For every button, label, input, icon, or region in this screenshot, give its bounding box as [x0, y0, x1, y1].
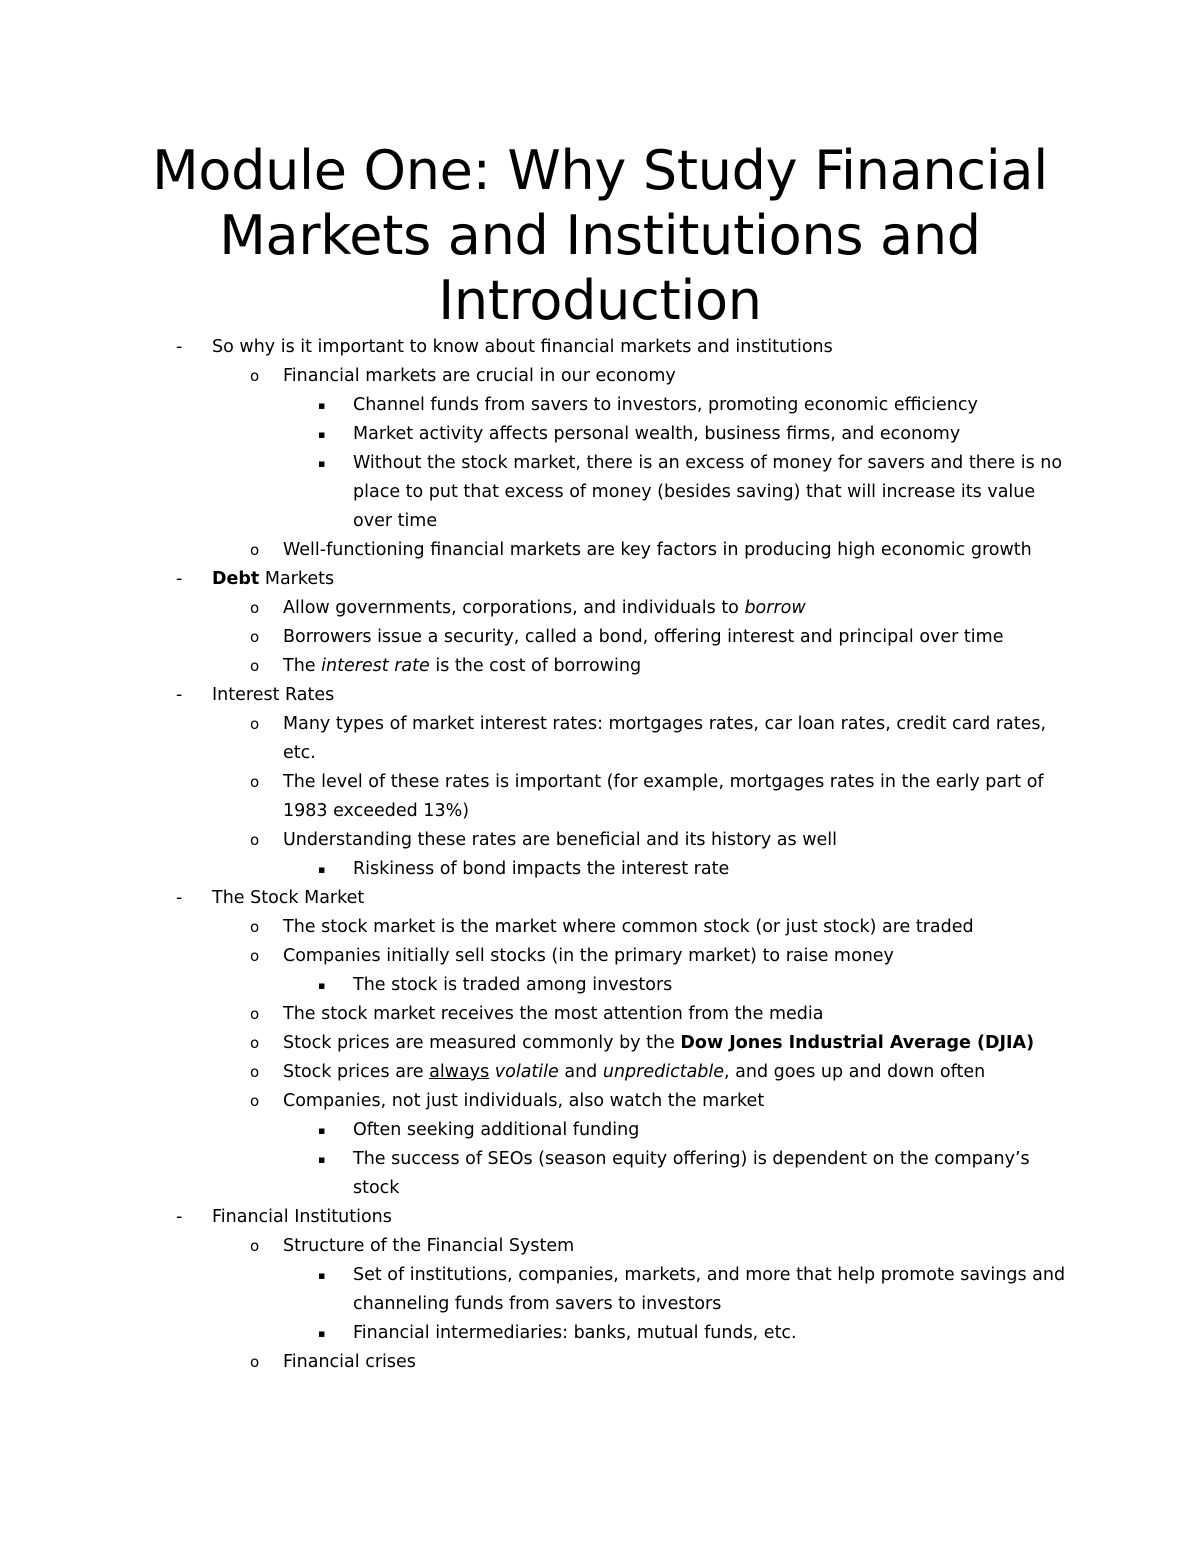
circle-bullet: o	[250, 1005, 260, 1023]
square-bullet-icon: ▪	[318, 979, 326, 992]
outline-item	[0, 710, 1053, 768]
title-line-1: Module One: Why Study Financial	[152, 139, 1048, 202]
square-bullet-icon: ▪	[318, 863, 326, 876]
item-text-italic: interest rate	[321, 656, 430, 676]
square-bullet-icon: ▪	[318, 428, 326, 441]
circle-bullet: o	[250, 773, 260, 791]
item-text-italic: unpredictable	[602, 1062, 725, 1082]
item-text: Companies initially sell stocks (in the primary market) to raise money	[283, 946, 894, 966]
circle-bullet: o	[250, 1353, 260, 1371]
circle-bullet: o	[250, 1063, 260, 1081]
item-text: Borrowers issue a security, called a bond, offering interest and principal over time	[283, 627, 1004, 647]
outline-item	[0, 1261, 1073, 1319]
outline-item	[0, 1319, 1073, 1348]
item-text-bold: Debt	[212, 569, 260, 589]
item-text: So why is it important to know about financial markets and institutions	[212, 337, 833, 357]
outline-item	[0, 565, 1200, 594]
outline-item	[0, 536, 1053, 565]
item-text: Without the stock market, there is an excess of money for savers and there is no place to put that excess of money (besides saving) that will increase its value over time	[353, 453, 1063, 531]
item-text: Many types of market interest rates: mortgages rates, car loan rates, credit card rates, etc.	[283, 714, 1047, 763]
item-text-underline: always	[429, 1062, 490, 1082]
item-text: Markets	[259, 569, 335, 589]
outline-item	[0, 333, 1200, 362]
outline-item	[0, 1058, 1053, 1087]
circle-bullet: o	[250, 541, 260, 559]
outline-item	[0, 1145, 1073, 1203]
outline-item	[0, 594, 1053, 623]
item-text: Riskiness of bond impacts the interest rate	[353, 859, 730, 879]
outline-item	[0, 768, 1053, 826]
item-text: The stock market is the market where common stock (or just stock) are traded	[283, 917, 974, 937]
outline-item	[0, 1203, 1200, 1232]
item-text: Market activity affects personal wealth, business firms, and economy	[353, 424, 961, 444]
circle-bullet: o	[250, 715, 260, 733]
item-text: The Stock Market	[212, 888, 365, 908]
outline-item	[0, 1000, 1053, 1029]
outline-item	[0, 391, 1073, 420]
dash-bullet: -	[176, 888, 183, 908]
outline-item	[0, 681, 1200, 710]
outline-item	[0, 1029, 1053, 1058]
item-text: and	[558, 1062, 603, 1082]
circle-bullet: o	[250, 918, 260, 936]
item-text: , and goes up and down often	[724, 1062, 986, 1082]
outline-item	[0, 913, 1053, 942]
circle-bullet: o	[250, 1092, 260, 1110]
page-title	[100, 138, 1100, 333]
title-line-3: Introduction	[438, 269, 762, 332]
circle-bullet: o	[250, 657, 260, 675]
outline-item	[0, 855, 1073, 884]
outline-item	[0, 420, 1073, 449]
item-text: Financial crises	[283, 1352, 416, 1372]
item-text: Often seeking additional funding	[353, 1120, 640, 1140]
circle-bullet: o	[250, 367, 260, 385]
outline-item	[0, 826, 1053, 855]
item-text: Interest Rates	[212, 685, 335, 705]
item-text-italic: volatile	[494, 1062, 559, 1082]
outline-item	[0, 1232, 1053, 1261]
square-bullet-icon: ▪	[318, 399, 326, 412]
item-text: Companies, not just individuals, also watch the market	[283, 1091, 765, 1111]
item-text-bold: Dow Jones Industrial Average (DJIA)	[680, 1033, 1035, 1053]
dash-bullet: -	[176, 337, 183, 357]
circle-bullet: o	[250, 831, 260, 849]
item-text: Set of institutions, companies, markets, and more that help promote savings and channeling funds from savers to investors	[353, 1265, 1066, 1314]
square-bullet-icon: ▪	[318, 1269, 326, 1282]
item-text: The success of SEOs (season equity offering) is dependent on the company’s stock	[353, 1149, 1030, 1198]
circle-bullet: o	[250, 628, 260, 646]
outline-item	[0, 652, 1053, 681]
item-text: Financial Institutions	[212, 1207, 392, 1227]
item-text: Financial intermediaries: banks, mutual funds, etc.	[353, 1323, 797, 1343]
dash-bullet: -	[176, 1207, 183, 1227]
item-text: Structure of the Financial System	[283, 1236, 575, 1256]
square-bullet-icon: ▪	[318, 1124, 326, 1137]
dash-bullet: -	[176, 685, 183, 705]
square-bullet-icon: ▪	[318, 1327, 326, 1340]
item-text: Stock prices are measured commonly by the	[283, 1033, 681, 1053]
title-line-2: Markets and Institutions and	[219, 204, 981, 267]
outline-item	[0, 449, 1073, 536]
square-bullet-icon: ▪	[318, 457, 326, 470]
outline-body	[0, 333, 1200, 1377]
square-bullet-icon: ▪	[318, 1153, 326, 1166]
item-text: The level of these rates is important (for example, mortgages rates in the early part of 1983 exceeded 13%)	[283, 772, 1044, 821]
circle-bullet: o	[250, 599, 260, 617]
outline-item	[0, 623, 1053, 652]
item-text: The	[283, 656, 322, 676]
outline-item	[0, 1348, 1053, 1377]
outline-item	[0, 884, 1200, 913]
circle-bullet: o	[250, 947, 260, 965]
item-text: Well-functioning financial markets are key factors in producing high economic growth	[283, 540, 1032, 560]
item-text: Financial markets are crucial in our economy	[283, 366, 676, 386]
item-text-italic: borrow	[744, 598, 806, 618]
item-text: The stock market receives the most attention from the media	[283, 1004, 824, 1024]
item-text: is the cost of borrowing	[429, 656, 642, 676]
outline-item	[0, 1116, 1073, 1145]
item-text: Allow governments, corporations, and individuals to	[283, 598, 745, 618]
outline-item	[0, 942, 1053, 971]
dash-bullet: -	[176, 569, 183, 589]
outline-item	[0, 971, 1073, 1000]
item-text: The stock is traded among investors	[353, 975, 673, 995]
item-text: Stock prices are	[283, 1062, 430, 1082]
outline-item	[0, 1087, 1053, 1116]
outline-item	[0, 362, 1053, 391]
circle-bullet: o	[250, 1034, 260, 1052]
item-text: Channel funds from savers to investors, promoting economic efficiency	[353, 395, 978, 415]
circle-bullet: o	[250, 1237, 260, 1255]
item-text: Understanding these rates are beneficial and its history as well	[283, 830, 837, 850]
